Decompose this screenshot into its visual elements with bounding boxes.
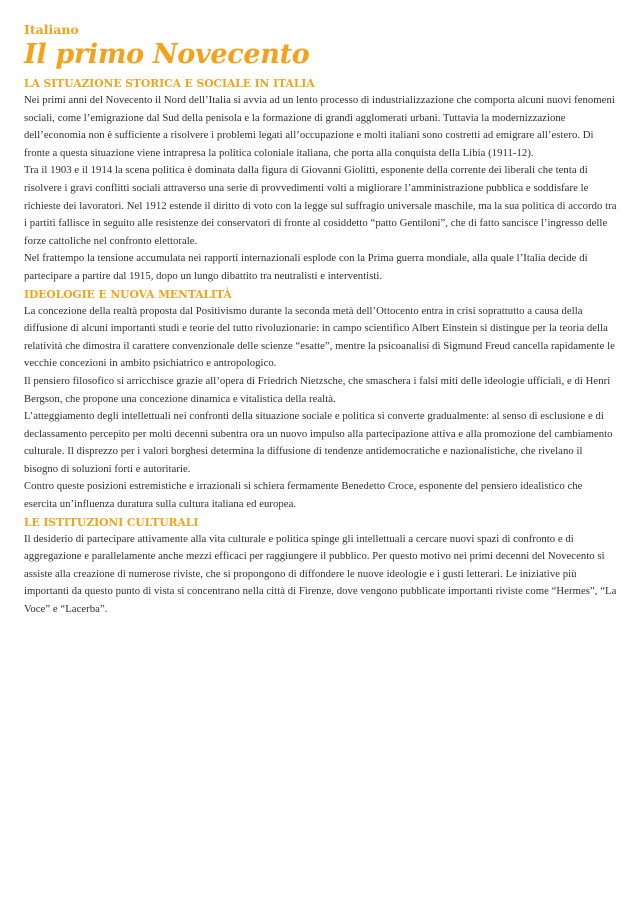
page-title: Il primo Novecento xyxy=(24,39,310,70)
paragraph: Tra il 1903 e il 1914 la scena politica è dominata dalla figura di Giovanni Giolitti, esponente della corrente dei liberali che tenta di risolvere i gravi conflitti sociali attraverso una serie di provvedimenti volti a migliorare l’amministrazione pubblica e soddisfare le richieste dei lavoratori. Nel 1912 estende il diritto di voto con la legge sul suffragio universale maschile, ma la sua politica di accordo tra i partiti fallisce in seguito alle resistenze dei conservatori di fronte al cosiddetto “patto Gentiloni”, che di fatto sancisce l’ingresso delle forze cattoliche nel confronto elettorale. xyxy=(24,164,617,247)
section-heading: IDEOLOGIE E NUOVA MENTALITÀ xyxy=(24,287,232,301)
paragraph: Nei primi anni del Novecento il Nord dell’Italia si avvia ad un lento processo di industrializzazione che comporta alcuni nuovi fenomeni sociali, come l’emigrazione dal Sud della penisola e la formazione di grandi agglomerati urbani. Tuttavia la modernizzazione dell’economia non è sufficiente a risolvere i problemi legati all’occupazione e molti italiani sono costretti ad emigrare all’estero. Di fronte a questa situazione viene intrapresa la politica coloniale italiana, che porta alla conquista della Libia (1911-12). xyxy=(24,94,615,159)
subject-label: Italiano xyxy=(24,22,79,37)
section-ideologie xyxy=(24,286,618,514)
section-istituzioni xyxy=(24,514,618,619)
paragraph: Nel frattempo la tensione accumulata nei rapporti internazionali esplode con la Prima guerra mondiale, alla quale l’Italia decide di partecipare a partire dal 1915, dopo un lungo dibattito tra neutralisti e interventisti. xyxy=(24,252,588,282)
paragraph: Il desiderio di partecipare attivamente alla vita culturale e politica spinge gli intellettuali a cercare nuovi spazi di confronto e di aggregazione e parallelamente anche mezzi efficaci per raggiungere il pubblico. Per questo motivo nei primi decenni del Novecento si assiste alla creazione di numerose riviste, che si propongono di diffondere le nuove ideologie e i gusti letterari. Le iniziative più importanti da questo punto di vista si concentrano nella città di Firenze, dove vengono pubblicate importanti riviste come “Hermes”, “La Voce” e “Lacerba”. xyxy=(24,532,617,616)
section-situazione xyxy=(24,75,618,286)
section-heading: LE ISTITUZIONI CULTURALI xyxy=(24,515,199,529)
paragraph: Il pensiero filosofico si arricchisce grazie all’opera di Friedrich Nietzsche, che smaschera i falsi miti delle ideologie ufficiali, e di Henri Bergson, che propone una concezione dinamica e vitalistica della realtà. xyxy=(24,374,611,405)
paragraph: La concezione della realtà proposta dal Positivismo durante la seconda metà dell’Ottocento entra in crisi soprattutto a causa della diffusione di alcuni importanti studi e teorie del tutto rivoluzionarie: in campo scientifico Albert Einstein si distingue per la teoria della relatività che dimostra il carattere convenzionale delle scienze “esatte”, mentre la psicoanalisi di Sigmund Freud cancella rapidamente le vecchie concezioni in ambito psichiatrico e antropologico. xyxy=(24,304,615,370)
paragraph: Contro queste posizioni estremistiche e irrazionali si schiera fermamente Benedetto Croce, esponente del pensiero idealistico che esercita un’influenza duratura sulla cultura italiana ed europea. xyxy=(24,480,583,511)
paragraph: L’atteggiamento degli intellettuali nei confronti della situazione sociale e politica si converte gradualmente: al senso di esclusione e di declassamento percepito per molti decenni subentra ora un nuovo impulso alla partecipazione attiva e alla promozione del cambiamento culturale. Il disprezzo per i valori borghesi determina la diffusione di tendenze antidemocratiche e nazionalistiche, che rivelano il bisogno di soluzioni forti e autoritarie. xyxy=(24,410,613,475)
section-heading: LA SITUAZIONE STORICA E SOCIALE IN ITALIA xyxy=(24,77,315,90)
